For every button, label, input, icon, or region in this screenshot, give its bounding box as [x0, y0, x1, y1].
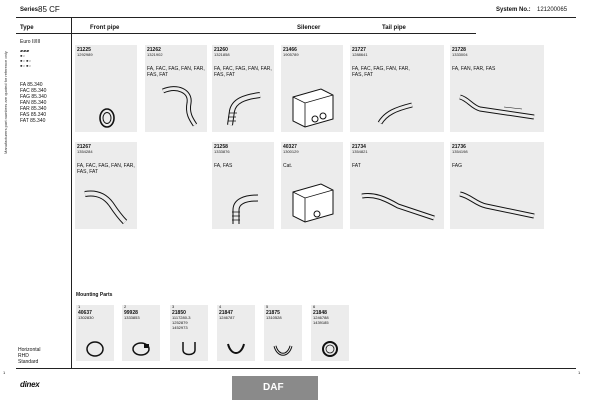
model-item: FAR 85.340 [20, 106, 47, 112]
long-tail-pipe-drawing-icon [454, 184, 540, 224]
part-oe-number: 1354284 [77, 149, 93, 154]
part-applicability: Cat. [283, 163, 293, 169]
part-oe-number: 1321902 [147, 52, 163, 57]
part-code: 21466 [283, 47, 297, 53]
part-card[interactable] [450, 142, 544, 229]
part-card[interactable] [75, 45, 137, 132]
series-label: Series [20, 7, 39, 13]
section-rule [71, 33, 476, 34]
part-applicability: FAT [352, 163, 361, 169]
disclaimer-note: Manufacturers part numbers are quoted for reference only [3, 51, 8, 154]
part-card[interactable] [212, 142, 274, 229]
type-title-rule [16, 33, 71, 34]
model-item: FA 85.340 [20, 82, 43, 88]
mounting-part-index: 5 [266, 304, 269, 309]
dinex-logo: dinex [20, 380, 40, 389]
oe-number: 1302830 [78, 315, 94, 320]
oe-number: 1452973 [172, 325, 188, 330]
part-oe-number: 1905789 [283, 52, 299, 57]
part-card[interactable] [281, 142, 343, 229]
mounting-part-card[interactable] [170, 305, 208, 361]
part-code: 40327 [283, 144, 297, 150]
installation-notes [18, 347, 41, 365]
u-bolt-icon [178, 340, 200, 358]
brand-name: DAF [263, 382, 284, 393]
variant-text: Standard [18, 359, 39, 365]
oe-number: 1310528 [266, 315, 282, 320]
silencer-drawing-icon [287, 85, 337, 129]
type-column-divider [71, 17, 72, 368]
mounting-part-card[interactable] [122, 305, 160, 361]
tail-pipe-drawing-icon [376, 101, 416, 127]
mounting-part-index: 1 [78, 304, 81, 309]
part-oe-number: 1288641 [352, 52, 368, 57]
truck-symbol: ▰▰▰ [20, 48, 30, 53]
part-code: 21262 [147, 47, 161, 53]
mounting-part-index: 4 [219, 304, 222, 309]
footer-rule [16, 368, 576, 369]
gasket-drawing-icon [97, 107, 117, 129]
part-oe-number: 1321858 [214, 52, 230, 57]
axle-symbol-1: ●○ [20, 53, 25, 58]
mounting-part-oe-numbers [124, 315, 140, 320]
part-applicability: FA, FAC, FAG, FAN, FAR, FAS, FAT [147, 66, 205, 78]
model-list [20, 82, 47, 124]
symbol-legend [20, 48, 60, 68]
part-code: 21734 [352, 144, 366, 150]
part-applicability: FA, FAC, FAG, FAN, FAR, FAS, FAT [214, 66, 272, 78]
series-value: 85 CF [38, 5, 60, 14]
part-card[interactable] [75, 142, 137, 229]
type-title: Type [20, 25, 34, 31]
part-code: 21225 [77, 47, 91, 53]
model-item: FAT 85.340 [20, 118, 46, 124]
clamp-ring-icon [84, 340, 106, 358]
part-oe-number: 1354821 [352, 149, 368, 154]
mounting-part-oe-numbers [313, 315, 329, 325]
mounting-part-code: 21847 [219, 310, 233, 316]
tail-pipe-drawing-icon [354, 184, 440, 224]
part-code: 21728 [452, 47, 466, 53]
mounting-part-oe-numbers [78, 315, 94, 320]
part-oe-number: 1333004 [452, 52, 468, 57]
part-applicability: FA, FAC, FAG, FAN, FAR, FAS, FAT [352, 66, 410, 78]
band-clamp-icon [272, 340, 294, 358]
part-card[interactable] [350, 45, 444, 132]
part-oe-number: 1300129 [283, 149, 299, 154]
part-card[interactable] [212, 45, 274, 132]
mounting-part-index: 6 [313, 304, 316, 309]
mounting-part-card[interactable] [76, 305, 114, 361]
part-applicability: FA, FAC, FAG, FAN, FAR, FAS, FAT [77, 163, 135, 175]
section-silencer: Silencer [297, 25, 321, 31]
part-oe-number: 1292989 [77, 52, 93, 57]
part-code: 21736 [452, 144, 466, 150]
page-number-left: 1 [3, 370, 6, 375]
front-pipe-drawing-icon [81, 186, 131, 226]
long-tail-pipe-drawing-icon [454, 85, 540, 125]
oe-number: 1252879 [172, 320, 188, 325]
mounting-parts-title: Mounting Parts [76, 292, 113, 298]
strap-clamp-icon [225, 340, 247, 358]
oe-number: 1246788 [313, 315, 329, 320]
part-card[interactable] [281, 45, 343, 132]
front-pipe-drawing-icon [157, 81, 201, 129]
mounting-part-index: 2 [124, 304, 127, 309]
flex-pipe-drawing-icon [224, 182, 264, 226]
mounting-part-card[interactable] [311, 305, 349, 361]
mounting-part-oe-numbers [219, 315, 235, 320]
mounting-part-card[interactable] [264, 305, 302, 361]
section-front-pipe: Front pipe [90, 25, 120, 31]
section-tail-pipe: Tail pipe [382, 25, 406, 31]
orientation-text: Horizontal [18, 347, 41, 353]
system-number-label: System No.: [496, 7, 531, 13]
flex-pipe-drawing-icon [220, 81, 266, 129]
oe-number: 1246787 [219, 315, 235, 320]
axle-symbol-2: ●○ ●○ [20, 58, 31, 63]
seal-ring-icon [319, 340, 341, 358]
catalyst-silencer-drawing-icon [287, 180, 337, 224]
mounting-part-index: 3 [172, 304, 175, 309]
part-card[interactable] [145, 45, 207, 132]
page-number-right: 1 [578, 370, 581, 375]
part-code: 21258 [214, 144, 228, 150]
part-code: 21260 [214, 47, 228, 53]
oe-number: 1117280-3 [172, 315, 191, 320]
euro-norm: Euro II/III [20, 39, 41, 45]
part-applicability: FA, FAS [214, 163, 233, 169]
mounting-part-code: 40637 [78, 310, 92, 316]
header-rule [16, 17, 576, 18]
part-applicability: FA, FAN, FAR, FAS [452, 66, 496, 72]
part-oe-number: 1333876 [214, 149, 230, 154]
part-code: 21727 [352, 47, 366, 53]
mounting-part-code: 21875 [266, 310, 280, 316]
mounting-part-oe-numbers [266, 315, 282, 320]
oe-number: 1439185 [313, 320, 329, 325]
part-oe-number: 1354198 [452, 149, 468, 154]
mounting-part-oe-numbers [172, 315, 191, 330]
mounting-part-code: 21848 [313, 310, 327, 316]
mounting-part-code: 21850 [172, 310, 186, 316]
part-code: 21267 [77, 144, 91, 150]
part-card[interactable] [350, 142, 444, 229]
model-item: FAC 85.340 [20, 88, 47, 94]
system-number-value: 121200065 [537, 7, 568, 13]
part-applicability: FAG [452, 163, 463, 169]
model-item: FAN 85.340 [20, 100, 47, 106]
hose-clamp-icon [130, 340, 152, 358]
axle-symbol-3: ●○ ●○ [20, 63, 31, 68]
model-item: FAG 85.340 [20, 94, 47, 100]
mounting-part-card[interactable] [217, 305, 255, 361]
model-item: FAS 85.340 [20, 112, 47, 118]
drive-side-text: RHD [18, 353, 29, 359]
part-card[interactable] [450, 45, 544, 132]
oe-number: 1333853 [124, 315, 140, 320]
mounting-part-code: 99928 [124, 310, 138, 316]
